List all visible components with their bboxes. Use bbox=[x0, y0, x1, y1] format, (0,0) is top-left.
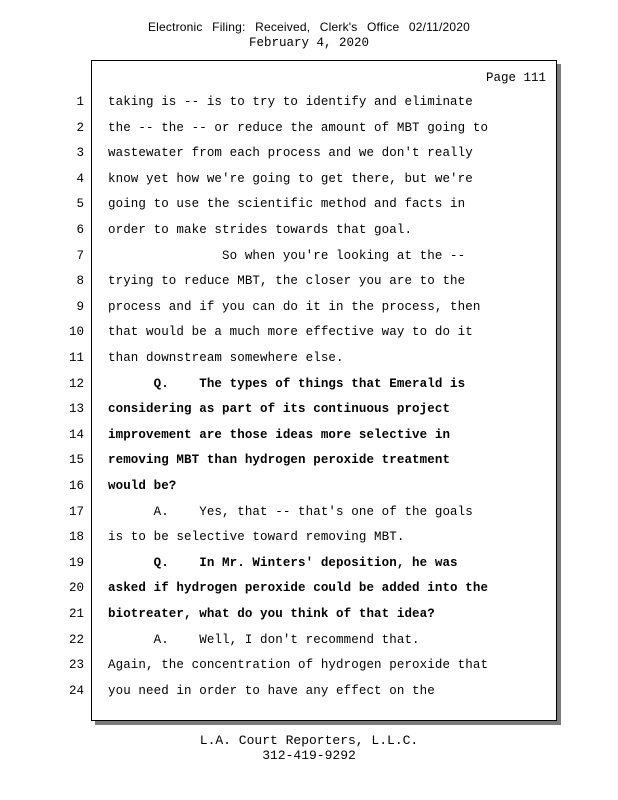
line-number: 15 bbox=[68, 453, 84, 468]
transcript-line bbox=[0, 453, 618, 479]
transcript-line bbox=[0, 377, 618, 403]
transcript-line bbox=[0, 146, 618, 172]
line-text: going to use the scientific method and facts in bbox=[108, 197, 466, 212]
line-number: 7 bbox=[76, 248, 84, 263]
transcript-line bbox=[0, 402, 618, 428]
line-number: 10 bbox=[68, 325, 84, 340]
line-number: 24 bbox=[68, 683, 84, 698]
transcript-line bbox=[0, 428, 618, 454]
line-number: 19 bbox=[68, 555, 84, 570]
line-text: is to be selective toward removing MBT. bbox=[108, 530, 405, 545]
line-number: 22 bbox=[68, 632, 84, 647]
transcript-line bbox=[0, 197, 618, 223]
line-number: 9 bbox=[76, 299, 84, 314]
line-text: biotreater, what do you think of that idea? bbox=[108, 607, 435, 621]
line-text: A. Well, I don't recommend that. bbox=[108, 632, 420, 647]
line-text: trying to reduce MBT, the closer you are to the bbox=[108, 274, 466, 289]
reporter-company: L.A. Court Reporters, L.L.C. bbox=[199, 733, 419, 748]
line-text: Q. The types of things that Emerald is bbox=[108, 376, 466, 391]
line-number: 3 bbox=[76, 146, 84, 161]
transcript-line bbox=[0, 300, 618, 326]
line-text: considering as part of its continuous project bbox=[108, 402, 451, 417]
reporter-phone: 312-419-9292 bbox=[262, 748, 356, 763]
line-text: process and if you can do it in the process, then bbox=[108, 299, 481, 314]
line-number: 13 bbox=[68, 402, 84, 417]
line-text: Again, the concentration of hydrogen peroxide that bbox=[108, 658, 489, 673]
line-number: 2 bbox=[76, 120, 84, 135]
line-text: Q. In Mr. Winters' deposition, he was bbox=[108, 555, 458, 570]
transcript-line bbox=[0, 607, 618, 633]
line-text: would be? bbox=[108, 479, 177, 493]
line-number: 17 bbox=[68, 504, 84, 519]
transcript-line bbox=[0, 556, 618, 582]
transcript-line bbox=[0, 249, 618, 275]
line-number: 14 bbox=[68, 427, 84, 442]
line-number: 6 bbox=[76, 223, 84, 237]
transcript-line bbox=[0, 325, 618, 351]
line-number: 12 bbox=[68, 376, 84, 391]
transcript-line bbox=[0, 274, 618, 300]
line-number: 4 bbox=[76, 171, 84, 186]
line-number: 18 bbox=[68, 530, 84, 545]
line-text: know yet how we're going to get there, but we're bbox=[108, 171, 473, 186]
line-number: 5 bbox=[76, 197, 84, 212]
line-text: you need in order to have any effect on the bbox=[108, 683, 435, 698]
line-text: that would be a much more effective way to do it bbox=[108, 325, 473, 340]
line-text: removing MBT than hydrogen peroxide treatment bbox=[108, 453, 451, 468]
page-number: Page 111 bbox=[485, 71, 546, 85]
transcript-line bbox=[0, 581, 618, 607]
line-number: 16 bbox=[68, 479, 84, 493]
line-text: So when you're looking at the -- bbox=[108, 248, 466, 263]
line-text: improvement are those ideas more selective in bbox=[108, 427, 451, 442]
transcript-line bbox=[0, 479, 618, 505]
transcript-line bbox=[0, 172, 618, 198]
line-text: asked if hydrogen peroxide could be added into the bbox=[108, 581, 489, 596]
transcript-line bbox=[0, 658, 618, 684]
transcript-line bbox=[0, 684, 618, 710]
line-text: than downstream somewhere else. bbox=[108, 351, 344, 365]
line-text: order to make strides towards that goal. bbox=[108, 223, 413, 237]
transcript-line bbox=[0, 530, 618, 556]
line-number: 8 bbox=[76, 274, 84, 289]
transcript-line bbox=[0, 223, 618, 249]
line-text: the -- the -- or reduce the amount of MBT going to bbox=[108, 120, 489, 135]
line-text: taking is -- is to try to identify and eliminate bbox=[108, 95, 473, 109]
line-number: 23 bbox=[68, 658, 84, 673]
transcript-line bbox=[0, 351, 618, 377]
hearing-date: February 4, 2020 bbox=[248, 36, 370, 50]
line-number: 11 bbox=[68, 351, 84, 365]
line-number: 21 bbox=[68, 607, 84, 621]
line-text: A. Yes, that -- that's one of the goals bbox=[108, 504, 473, 519]
transcript-line bbox=[0, 121, 618, 147]
transcript-line bbox=[0, 633, 618, 659]
transcript-line bbox=[0, 95, 618, 121]
line-number: 20 bbox=[68, 581, 84, 596]
line-text: wastewater from each process and we don't really bbox=[108, 146, 473, 161]
filing-stamp: Electronic Filing: Received, Clerk's Office 02/11/2020 bbox=[147, 20, 471, 34]
line-number: 1 bbox=[76, 95, 84, 109]
transcript-line bbox=[0, 505, 618, 531]
